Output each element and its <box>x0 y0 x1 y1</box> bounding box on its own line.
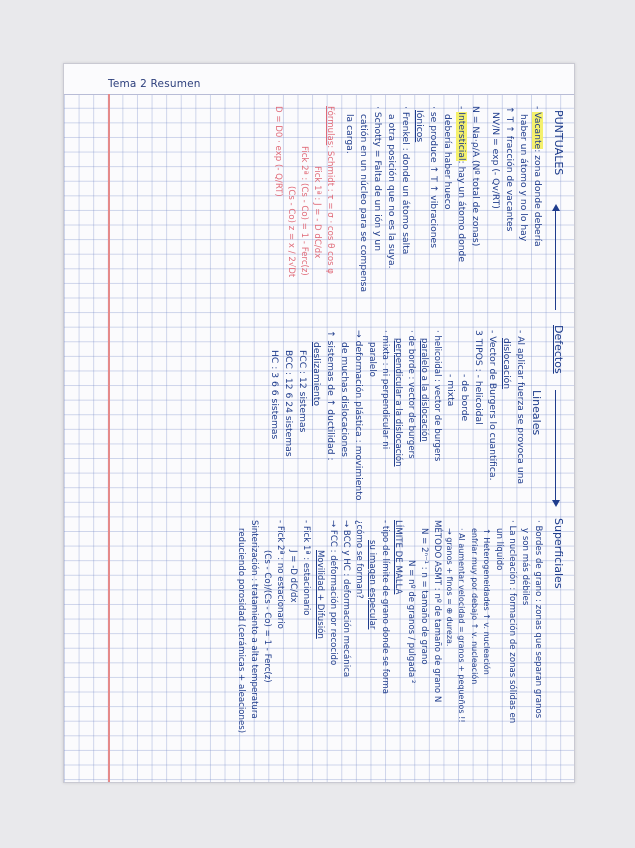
rotated-notes <box>110 100 570 780</box>
movilidad-difusion: Movilidad + Difusión <box>314 550 325 639</box>
eq-n-total: N = Na·ρ/A (Nº total de zonas) <box>470 106 482 247</box>
notebook-page <box>63 63 575 783</box>
header-superficiales: Superficiales <box>552 518 565 589</box>
puntuales-block: - Vacante: zona donde debería haber un átomo y no lo hay ↑ T ↑ fracción de vacantes NV/N = exp (- Qv/RT) N = Na·ρ/A (Nº total de zonas) - Intersticial: hay un átomo donde debería haber hueco · se produce ↑ T ↑ vibraciones Iónicos · Frenkel : donde un átomo salta a otra posición que no es la suya. · Schotty = Falta de un ión y un catión en un núcleo para se compensa la carga. Fórmulas: Schmidt : τ = σ · cos θ cos φ Fick 1ª : J = - D dC/dx Fick 2ª : (Cs - Co) = 1 - Ferc(z) (Cs - Co) z = x / 2√Dt D = D0 · exp (- Q/RT) <box>271 106 544 292</box>
vacante-term: Vacante <box>532 112 543 150</box>
header-puntuales: PUNTUALES <box>552 110 565 176</box>
helicoidal-line2: paralelo a la dislocación <box>419 338 430 442</box>
deformacion-line2: de muchas dislocaciones <box>339 342 351 457</box>
al-aplicar-line2: dislocación <box>501 338 513 390</box>
nucleacion-line2: un líquido <box>493 528 504 571</box>
sistemas-line2: deslizamiento <box>311 342 323 407</box>
formula-fick2-line1: Fick 2ª : (Cs - Co) = 1 - Ferc(z) <box>299 146 310 276</box>
bcc-sistemas: BCC : 12 6 24 sistemas <box>283 350 295 457</box>
arrow-right-line <box>555 390 556 500</box>
mixta-line2: paralelo <box>367 342 378 377</box>
sup-fick2-eq: (Cs - Co)/(Cs - Co) = 1 - Ferc(z) <box>262 550 273 683</box>
nucleacion-line3: ↑ Heterogeneidades ↑ v. nucleación <box>481 528 491 675</box>
como-line3: → FCC : deformación por recocido <box>327 520 338 666</box>
limite-malla-heading: LÍMITE DE MALLA <box>392 520 403 595</box>
formula-fick2-line2: (Cs - Co) z = x / 2√Dt <box>286 186 297 278</box>
sup-fick1: - Fick 1ª : estacionario <box>301 520 312 616</box>
vacante-line2: haber un átomo y no lo hay <box>518 114 530 242</box>
mixta-line1: · mixta : ni perpendicular ni <box>380 330 391 450</box>
formulas-label: Fórmulas <box>325 106 336 146</box>
header-defectos: Defectos <box>552 325 565 374</box>
intersticial-line2: debería haber hueco <box>442 114 454 210</box>
nucleacion-line5: · Al aumentar velocidad = granos + pequeños !! <box>457 528 467 723</box>
limite-line1: - tipo de límite de grano donde se forma <box>379 520 390 695</box>
vacante-def: : zona donde debería <box>532 149 543 247</box>
formula-difusion: D = D0 · exp (- Q/RT) <box>272 106 283 197</box>
bordes-line2: y son más débiles <box>519 528 530 606</box>
arrow-left-line <box>555 210 556 310</box>
lineales-block: Lineales - Al aplicar fuerza se provoca una dislocación - Vector de Burgers lo cuantifica. 3 TIPOS : - helicoidal - de borde - mixta · helicoidal : vector de burgers paralelo a la dislocación · de borde : vector de burgers perpendicular a la dislocación · mixta : ni perpendicular ni paralelo → deformación plástica : movimiento de muchas dislocaciones ↑ sistemas de ↑ ductilidad : deslizamiento FCC : 12 sistemas BCC : 12 6 24 sistemas HC : 3 6 6 sistemas <box>269 330 543 501</box>
hc-sistemas: HC : 3 6 6 sistemas <box>269 350 281 440</box>
fcc-sistemas: FCC : 12 sistemas <box>297 350 309 433</box>
al-aplicar-line1: Al aplicar fuerza se provoca una <box>515 336 527 485</box>
page-title: Tema 2 Resumen <box>108 78 201 90</box>
deformacion-line1: → deformación plástica : movimiento <box>353 330 364 501</box>
arrow-right-icon <box>552 500 560 507</box>
deborde-line1: · de borde : vector de burgers <box>406 330 417 459</box>
sinterizacion-line2: reduciendo porosidad (cerámicas + aleaciones) <box>236 528 247 734</box>
ionicos-heading: Iónicos <box>414 110 426 143</box>
tipos-line3: - mixta <box>445 374 457 407</box>
intersticial-term: Intersticial <box>456 112 468 161</box>
como-line2: → BCC y HC : deformación mecánica <box>340 520 351 678</box>
arrow-left-icon <box>552 204 560 211</box>
frenkel-line2: a otra posición que no es la suya. <box>386 114 398 269</box>
se-produce: se produce ↑ T ↑ vibraciones <box>428 111 440 248</box>
helicoidal-line1: · helicoidal : vector de burgers <box>432 330 443 462</box>
eq-fraccion: NV/N = exp (- Qv/RT) <box>490 112 502 209</box>
sistemas-line1: ↑ sistemas de ↑ ductilidad : <box>325 330 337 461</box>
deborde-line2: perpendicular a la dislocación <box>393 338 404 467</box>
vector-burgers: Vector de Burgers lo cuantifica. <box>487 336 499 481</box>
tipos-line1: 3 TIPOS : - helicoidal <box>473 330 485 425</box>
sup-fick2: - Fick 2ª : no estacionario <box>275 520 286 629</box>
nucleacion-line6: → granos + finos = ⊕ dureza. <box>445 528 455 647</box>
sup-fick1-eq: J = -D dC/dx <box>288 550 299 603</box>
metodo-asmt: MÉTODO ASMT : nº de tamaño de grano N <box>432 520 443 703</box>
formula-fick1: Fick 1ª : J = - D dC/dx <box>312 166 323 259</box>
eq-n-grano-line1: N = 2ⁿ⁻¹ : n = tamaño de grano <box>419 528 430 665</box>
eq-n-grano-line2: N = nº de granos / pulgada ² <box>406 560 416 684</box>
schottky-line2: catión en un núcleo para se compensa <box>358 114 370 293</box>
intersticial-def: : hay un átomo donde <box>456 160 468 263</box>
sinterizacion-line1: Sinterización : tratamiento a alta temperatura <box>249 520 260 719</box>
title-bar <box>64 64 574 95</box>
limite-line2: su imagen especular <box>366 540 377 630</box>
tipos-line2: - de borde <box>459 374 471 422</box>
nucleacion-line4: enfriar muy por debajo ↑ v. nucleación <box>469 528 479 685</box>
como-line1: ¿cómo se forman? <box>353 520 364 599</box>
bordes-line1: · Bordes de grano : zonas que separan granos <box>533 520 543 719</box>
formula-schmidt: : Schmidt : τ = σ · cos θ cos φ <box>325 145 336 274</box>
schottky-line3: la carga. <box>344 114 356 154</box>
frenkel-line1: Frenkel : donde un átomo salta <box>400 111 412 255</box>
schottky-line1: Schotty = Falta de un ión y un <box>372 111 384 252</box>
nucleacion-line1: · La nucleación : formación de zonas sólidas en <box>506 520 517 724</box>
header-lineales: Lineales <box>530 390 543 436</box>
fraccion-vacantes: ↑ T ↑ fracción de vacantes <box>504 106 516 232</box>
superficiales-block <box>234 520 544 733</box>
